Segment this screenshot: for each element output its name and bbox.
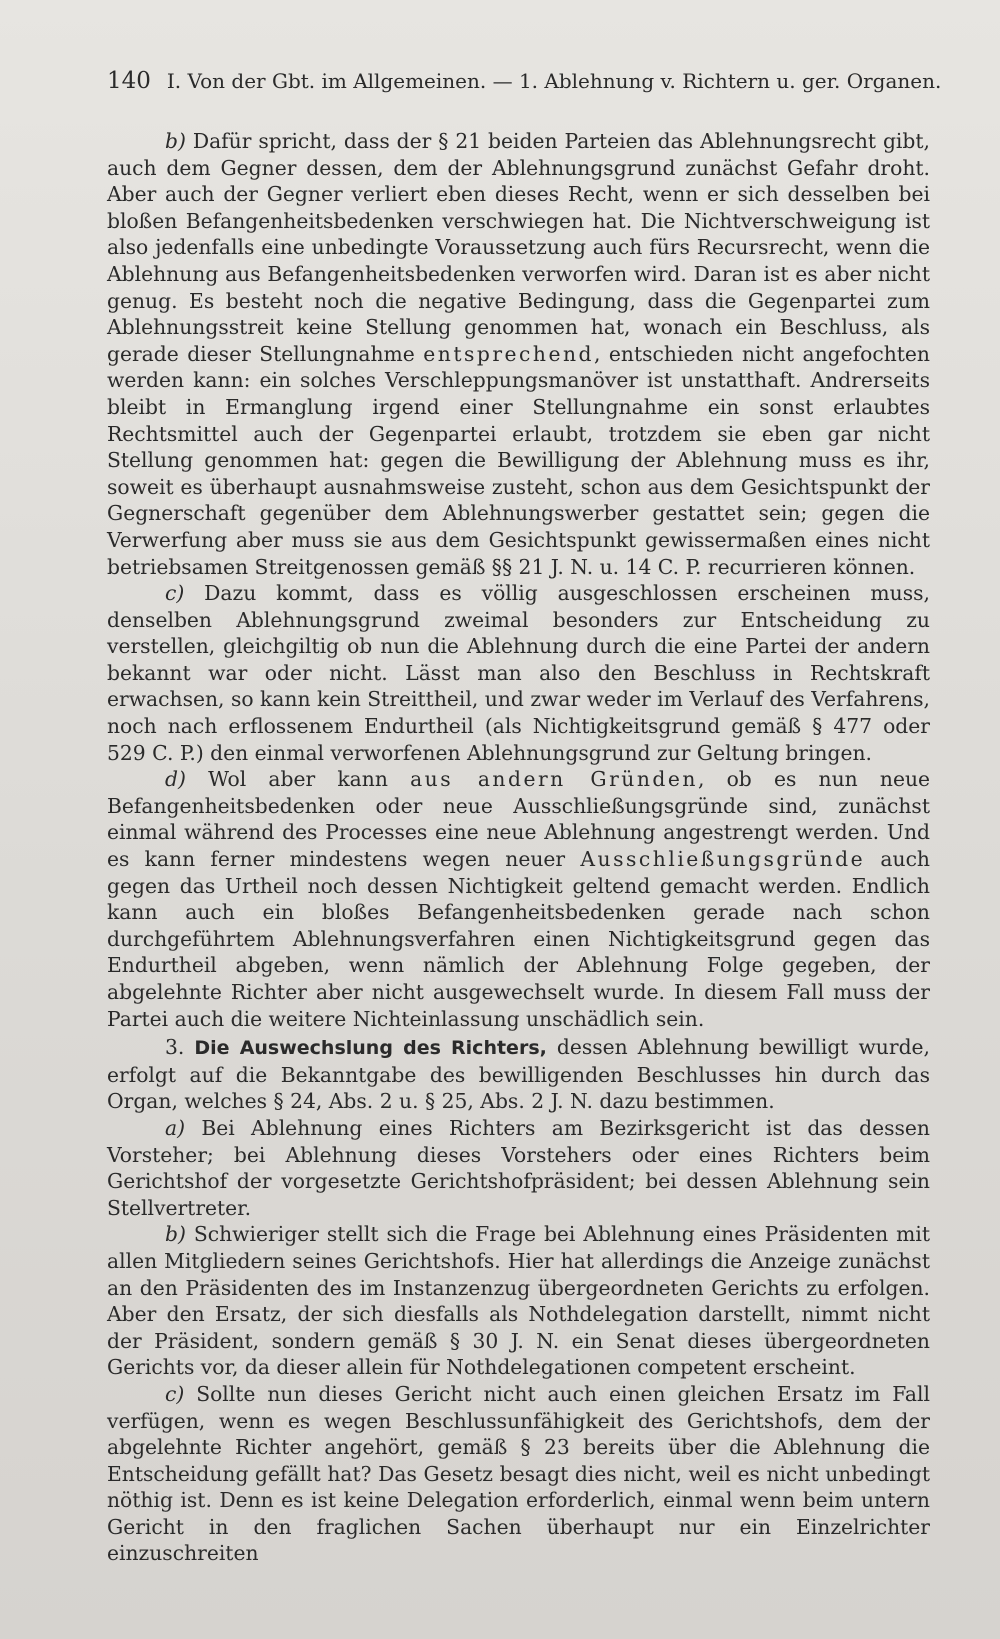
paragraph-text: Wol aber kann	[208, 767, 388, 792]
paragraph-text: , ob es nun neue Befangenheitsbedenken oder neue Ausschließungsgründe sind, zunächst einmal während des Processes eine neue Ablehnung angestrengt werden. Und es kann ferner mindestens wegen neuer	[107, 767, 931, 872]
paragraph-a-bezirksgericht	[107, 1115, 930, 1221]
spaced-emphasis: entsprechend	[423, 341, 595, 366]
paragraph-marker: b)	[165, 129, 186, 153]
running-header	[107, 68, 942, 94]
paragraph-marker: a)	[165, 1115, 186, 1140]
paragraph-b-recursrecht	[107, 128, 930, 580]
spaced-emphasis: aus andern Gründen	[410, 767, 698, 792]
paragraph-text: Schwieriger stellt sich die Frage bei Ablehnung eines Präsidenten mit allen Mitgliedern seines Gerichtshofs. Hier hat allerdings die Anzeige zunächst an den Präsidenten des im Instanzenzug übergeordneten Gerichts zu erfolgen. Aber den Ersatz, der sich diesfalls als Nothdelegation darstellt, nimmt nicht der Präsident, sondern gemäß § 30 J. N. ein Senat dieses übergeordneten Gerichts vor, da dieser allein für Nothdelegationen competent erscheint.	[107, 1222, 930, 1380]
paragraph-text: Sollte nun dieses Gericht nicht auch einen gleichen Ersatz im Fall verfügen, wenn es wegen Beschlussunfähigkeit des Gerichtshofs, dem der abgelehnte Richter angehört, gemäß § 23 bereits über die Ablehnung die Entscheidung gefällt hat? Das Gesetz besagt dies nicht, weil es nicht unbedingt nöthig ist. Denn es ist keine Delegation erforderlich, einmal wenn beim untern Gericht in den fraglichen Sachen überhaupt nur ein Einzelrichter einzuschreiten	[107, 1381, 930, 1566]
spaced-emphasis: Ausschließungsgründe	[580, 847, 866, 872]
section-heading: Die Auswechslung des Richters,	[194, 1037, 547, 1060]
paragraph-b-praesident	[107, 1221, 930, 1381]
paragraph-text: Dafür spricht, dass der § 21 beiden Parteien das Ablehnungsrecht gibt, auch dem Gegner dessen, dem der Ablehnungsgrund zunächst Gefahr droht. Aber auch der Gegner verliert eben dieses Recht, wenn er sich desselben bei bloßen Befangenheitsbedenken verschwiegen hat. Die Nichtverschweigung ist also jedenfalls eine unbedingte Voraussetzung auch fürs Recursrecht, wenn die Ablehnung aus Befangenheitsbedenken verworfen wird. Daran ist es aber nicht genug. Es besteht noch die negative Bedingung, dass die Gegenpartei zum Ablehnungsstreit keine Stellung genommen hat, wonach ein Beschluss, als gerade dieser Stellungnahme	[107, 129, 930, 366]
paragraph-text: dessen Ablehnung bewilligt wurde, erfolgt auf die Bekanntgabe des bewilligenden Beschlusses hin durch das Organ, welches § 24, Abs. 2 u. § 25, Abs. 2 J. N. dazu bestimmen.	[107, 1035, 930, 1114]
paragraph-c-ausgeschlossen	[107, 580, 930, 766]
paragraph-text: Bei Ablehnung eines Richters am Bezirksgericht ist das dessen Vorsteher; bei Ablehnung dieses Vorstehers oder eines Richters beim Gerichtshof der vorgesetzte Gerichtshofpräsident; bei dessen Ablehnung sein Stellvertreter.	[107, 1115, 930, 1220]
paragraph-marker: d)	[165, 767, 186, 792]
paragraph-text: auch gegen das Urtheil noch dessen Nichtigkeit geltend gemacht werden. Endlich kann auch ein bloßes Befangenheitsbedenken gerade nach schon durchgeführtem Ablehnungsverfahren einen Nichtigkeitsgrund gegen das Endurtheil abgeben, wenn nämlich der Ablehnung Folge gegeben, der abgelehnte Richter aber nicht ausgewechselt wurde. In diesem Fall muss der Partei auch die weitere Nichteinlassung unschädlich sein.	[107, 847, 930, 1031]
paragraph-text: Dazu kommt, dass es völlig ausgeschlossen erscheinen muss, denselben Ablehnungsgrund zweimal besonders zur Entscheidung zu verstellen, gleichgiltig ob nun die Ablehnung durch die eine Partei der andern bekannt war oder nicht. Lässt man also den Beschluss in Rechtskraft erwachsen, so kann kein Streittheil, und zwar weder im Verlauf des Verfahrens, noch nach erflossenem Endurtheil (als Nichtigkeitsgrund gemäß § 477 oder 529 C. P.) den einmal verworfenen Ablehnungsgrund zur Geltung bringen.	[107, 581, 930, 765]
page-number: 140	[107, 68, 151, 94]
paragraph-marker: c)	[165, 1381, 185, 1406]
paragraph-c-gleicher-ersatz	[107, 1381, 930, 1567]
paragraph-marker: c)	[165, 581, 185, 606]
paragraph-marker: b)	[165, 1222, 186, 1247]
section-number: 3.	[165, 1035, 185, 1060]
paragraph-text: , entschieden nicht angefochten werden kann: ein solches Verschleppungsmanöver ist unstatthaft. Andrerseits bleibt in Ermanglung irgend einer Stellungnahme ein sonst erlaubtes Rechtsmittel auch der Gegenpartei erlaubt, trotzdem sie eben gar nicht Stellung genommen hat: gegen die Bewilligung der Ablehnung muss es ihr, soweit es überhaupt ausnahmsweise zusteht, schon aus dem Gesichtspunkt der Gegnerschaft gegenüber dem Ablehnungswerber gestattet sein; gegen die Verwerfung aber muss sie aus dem Gesichtspunkt gewissermaßen eines nicht betriebsamen Streitgenossen gemäß §§ 21 J. N. u. 14 C. P. recurrieren können.	[107, 341, 930, 579]
page-body	[107, 128, 930, 1567]
paragraph-d-neue-ablehnung	[107, 766, 930, 1032]
running-title: I. Von der Gbt. im Allgemeinen. — 1. Ablehnung v. Richtern u. ger. Organen.	[166, 69, 942, 93]
section-3-auswechslung	[107, 1034, 930, 1115]
